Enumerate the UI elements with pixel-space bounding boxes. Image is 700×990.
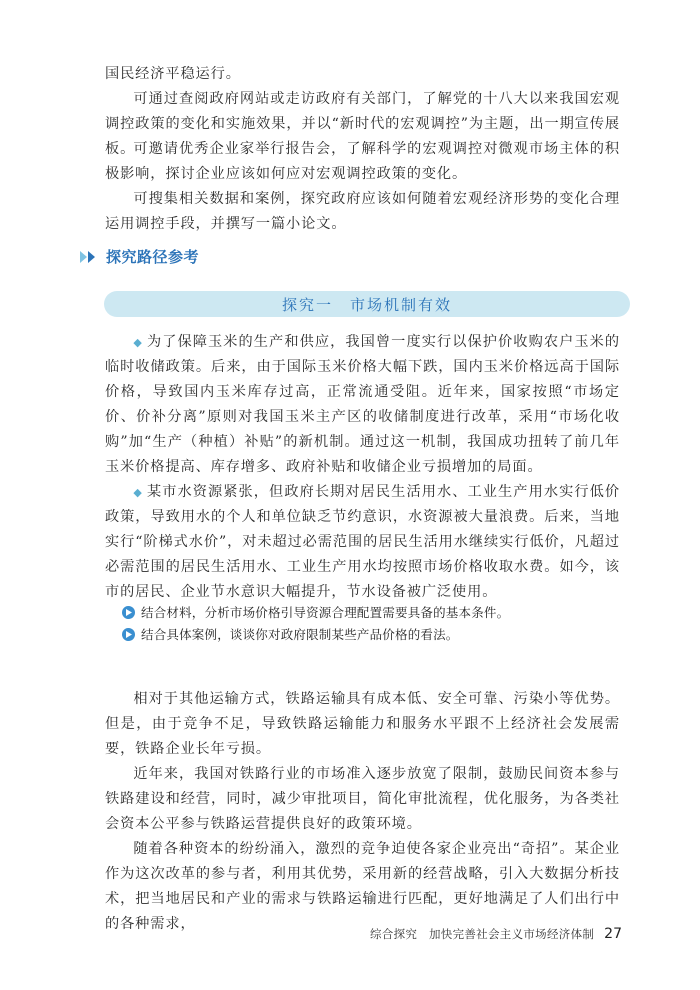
- case-text: 某市水资源紧张，但政府长期对居民生活用水、工业生产用水实行低价政策，导致用水的个人和单位缺乏节约意识，水资源被大量浪费。后来，当地实行“阶梯式水价”，对未超过必需范围的居民生活用水继续实行低价，凡超过必需范围的居民生活用水、工业生产用水均按照市场价格收取水费。如今，该市的居民、企业节水意识大幅提升，节水设备被广泛使用。: [105, 484, 620, 600]
- intro-paragraph-4: 可搜集相关数据和案例，探究政府应该如何随着宏观经济形势的变化合理运用调控手段，并撰写一篇小论文。: [105, 191, 620, 232]
- task-item: [122, 603, 509, 621]
- diamond-icon: ◆: [133, 336, 143, 349]
- railway-paragraph-2: 近年来，我国对铁路行业的市场准入逐步放宽了限制，鼓励民间资本参与铁路建设和经营，同时，减少审批项目，简化审批流程，优化服务，为各类社会资本公平参与铁路运营提供良好的政策环境。: [105, 766, 620, 832]
- case-paragraph-water: [105, 480, 620, 605]
- railway-paragraph-1: 相对于其他运输方式，铁路运输具有成本低、安全可靠、污染小等优势。但是，由于竞争不足，导致铁路运输能力和服务水平跟不上经济社会发展需要，铁路企业长年亏损。: [105, 691, 620, 757]
- diamond-icon: ◆: [133, 486, 143, 499]
- inquiry-banner: [104, 291, 630, 317]
- task-item: [122, 625, 459, 643]
- page-number: 27: [604, 926, 622, 942]
- section-heading-text: 探究路径参考: [106, 248, 200, 266]
- case-text: 为了保障玉米的生产和供应，我国曾一度实行以保护价收购农户玉米的临时收储政策。后来，由于国际玉米价格大幅下跌，国内玉米价格远高于国际价格，导致国内玉米库存过高，正常流通受阻。近年来，国家按照“市场定价、价补分离”原则对我国玉米主产区的收储制度进行改革，采用“市场化收购”加“生产（种植）补贴”的新机制。通过这一机制，我国成功扭转了前几年玉米价格提高、库存增多、政府补贴和收储企业亏损增加的局面。: [105, 334, 620, 475]
- intro-paragraph-2: 可通过查阅政府网站或走访政府有关部门，了解党的十八大以来我国宏观调控政策的变化和实施效果，并以“新时代的宏观调控”为主题，出一期宣传展板。: [105, 91, 620, 157]
- railway-paragraph-3: 随着各种资本的纷纷涌入，激烈的竞争迫使各家企业亮出“奇招”。某企业作为这次改革的参与者，利用其优势，采用新的经营战略，引入大数据分析技术，把当地居民和产业的需求与铁路运输进行匹配，更好地满足了人们出行中的各种需求，: [105, 841, 620, 932]
- footer-caption: 综合探究 加快完善社会主义市场经济体制: [369, 927, 595, 941]
- intro-paragraph-3: 可邀请优秀企业家举行报告会，了解科学的宏观调控对微观市场主体的积极影响，探讨企业应该如何应对宏观调控政策的变化。: [105, 141, 620, 182]
- page-footer: [370, 926, 622, 942]
- case-paragraph-corn: [105, 330, 620, 480]
- banner-title: 探究一 市场机制有效: [281, 295, 452, 314]
- play-bullet-icon: [122, 606, 135, 619]
- double-arrow-icon: [80, 250, 98, 264]
- task-text: 结合具体案例，谈谈你对政府限制某些产品价格的看法。: [141, 627, 459, 642]
- intro-paragraph-1: 国民经济平稳运行。: [105, 66, 241, 82]
- play-bullet-icon: [122, 628, 135, 641]
- section-heading: [80, 246, 199, 267]
- task-text: 结合材料，分析市场价格引导资源合理配置需要具备的基本条件。: [141, 605, 510, 620]
